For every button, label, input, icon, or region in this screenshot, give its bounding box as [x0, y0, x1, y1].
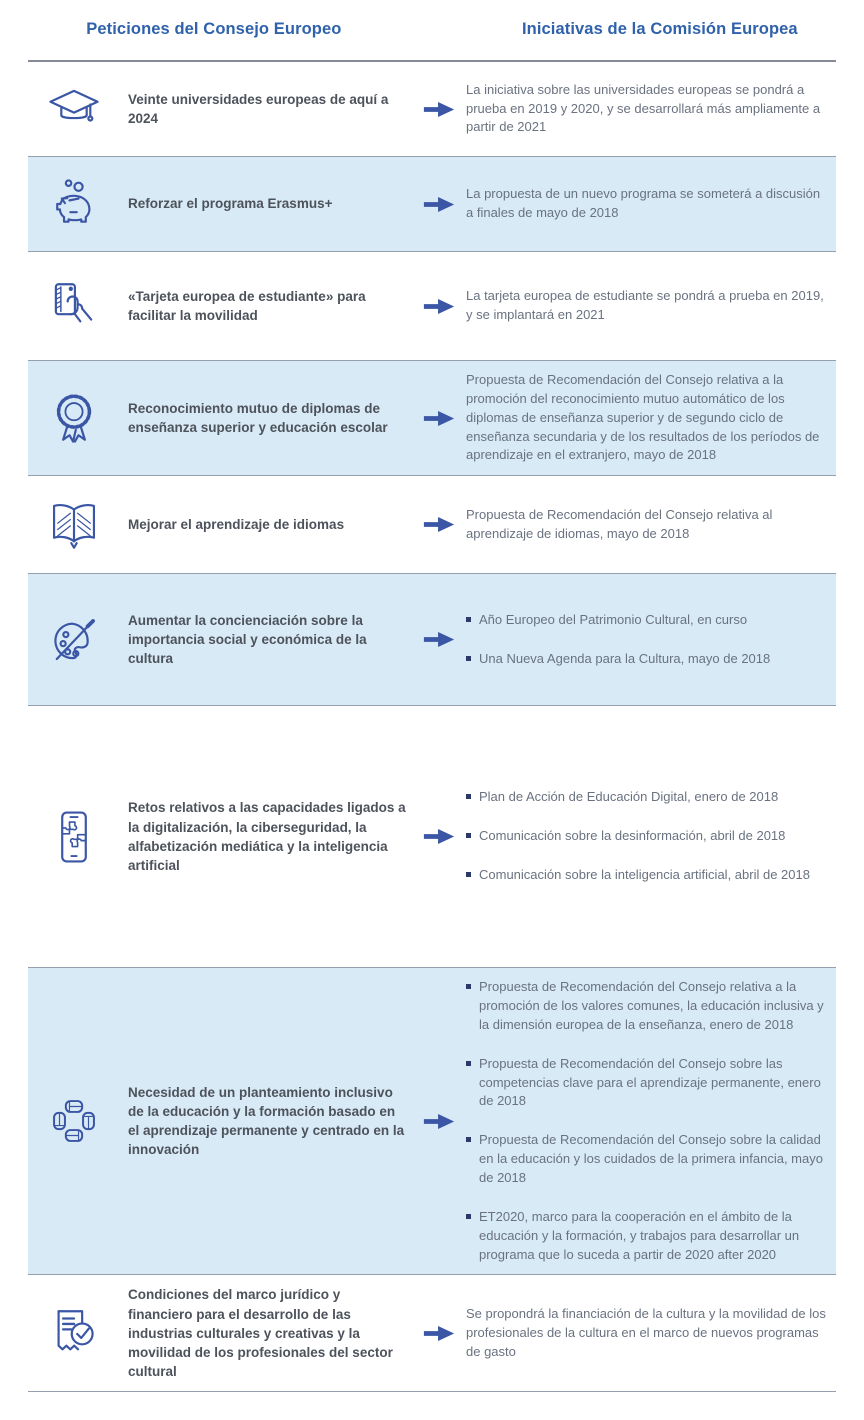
table-row [28, 252, 836, 361]
initiatives-cell [466, 978, 830, 1264]
initiative-text: La propuesta de un nuevo programa se someterá a discusión a finales de mayo de 2018 [466, 186, 821, 220]
arrow-icon [412, 1322, 466, 1345]
petition-text: Veinte universidades europeas de aquí a 2024 [128, 91, 389, 126]
table-row [28, 361, 836, 476]
bullet-marker [466, 656, 471, 661]
petition-text: Reforzar el programa Erasmus+ [128, 196, 333, 212]
petition-text: Reconocimiento mutuo de diplomas de enseñanza superior y educación escolar [128, 400, 388, 436]
initiative-text: La tarjeta europea de estudiante se pondrá a prueba en 2019, y se implantará en 2021 [466, 288, 824, 322]
initiative-item [466, 978, 826, 1035]
initiative-text: Comunicación sobre la desinformación, abril de 2018 [479, 828, 786, 844]
table-row [28, 476, 836, 574]
arrow-icon [412, 513, 466, 536]
initiative-text: Propuesta de Recomendación del Consejo relativa a la promoción del reconocimiento mutuo automático de los diplomas de enseñanza superior y de segundo ciclo de enseñanza secundaria y de los resultados de los períodos de aprendizaje en el extranjero, mayo de 2018 [466, 372, 820, 463]
initiative-item [466, 611, 826, 630]
joined-hands-icon [28, 1092, 120, 1150]
table-row [28, 968, 836, 1275]
bullet-marker [466, 984, 471, 989]
initiatives-cell [466, 788, 830, 885]
arrow-icon [412, 407, 466, 430]
initiative-text: ET2020, marco para la cooperación en el ámbito de la educación y la formación, y trabajos para desarrollar un programa que lo suceda a partir de 2020 after 2020 [479, 1208, 800, 1262]
petition-text: Mejorar el aprendizaje de idiomas [128, 517, 345, 533]
petition-text: Condiciones del marco jurídico y financiero para el desarrollo de las industrias culturales y creativas y la movilidad de los profesionales del sector cultural [128, 1287, 393, 1379]
bullet-marker [466, 617, 471, 622]
initiative-item [466, 1055, 826, 1112]
initiative-text: Año Europeo del Patrimonio Cultural, en curso [479, 611, 748, 627]
bottom-margin [28, 1392, 836, 1420]
initiative-item [466, 287, 826, 325]
initiative-text: Comunicación sobre la inteligencia artificial, abril de 2018 [479, 867, 810, 883]
initiatives-cell [466, 611, 830, 669]
initiatives-cell [466, 1305, 830, 1362]
petition-text: Aumentar la concienciación sobre la importancia social y económica de la cultura [128, 612, 367, 667]
arrow-icon [412, 98, 466, 121]
petition-text: «Tarjeta europea de estudiante» para facilitar la movilidad [128, 288, 366, 323]
initiative-text: Propuesta de Recomendación del Consejo relativa al aprendizaje de idiomas, mayo de 2018 [466, 506, 773, 541]
initiative-item [466, 81, 826, 138]
initiatives-column-header: Iniciativas de la Comisión Europea [521, 20, 798, 38]
initiative-item [466, 1305, 826, 1362]
initiatives-cell [466, 185, 830, 223]
initiatives-cell [466, 287, 830, 325]
column-headers [28, 0, 836, 62]
initiatives-cell [466, 81, 830, 138]
petition-text: Retos relativos a las capacidades ligados a la digitalización, la ciberseguridad, la alfabetización mediática y la inteligencia artificial [128, 800, 406, 873]
initiative-item [466, 185, 826, 223]
arrow-icon [412, 295, 466, 318]
initiative-item [466, 506, 826, 544]
medal-icon [28, 389, 120, 447]
table-row [28, 706, 836, 968]
initiative-text: Plan de Acción de Educación Digital, enero de 2018 [479, 789, 779, 805]
table-row [28, 574, 836, 706]
petitions-column-header: Peticiones del Consejo Europeo [86, 20, 342, 38]
initiative-item [466, 650, 826, 669]
bullet-marker [466, 833, 471, 838]
initiative-item [466, 1208, 826, 1265]
arrow-icon [412, 628, 466, 651]
petition-text: Necesidad de un planteamiento inclusivo de la educación y la formación basado en el aprendizaje permanente y centrado en la innovación [128, 1084, 405, 1158]
table-row [28, 1275, 836, 1392]
initiative-item [466, 371, 826, 465]
initiative-item [466, 1131, 826, 1188]
initiative-text: Propuesta de Recomendación del Consejo sobre la calidad en la educación y los cuidados de la primera infancia, mayo de 2018 [479, 1132, 823, 1185]
arrow-icon [412, 193, 466, 216]
arrow-icon [412, 1110, 466, 1133]
initiative-text: Propuesta de Recomendación del Consejo relativa a la promoción de los valores comunes, la educación inclusiva y la dimensión europea de la enseñanza, enero de 2018 [479, 979, 824, 1032]
arrow-icon [412, 825, 466, 848]
initiative-item [466, 866, 826, 885]
initiative-text: Se propondrá la financiación de la cultura y la movilidad de los profesionales de la cultura en el marco de nuevos programas de gasto [466, 1305, 826, 1359]
document-check-icon [28, 1304, 120, 1362]
bullet-marker [466, 872, 471, 877]
piggy-bank-icon [28, 175, 120, 233]
initiative-text: Propuesta de Recomendación del Consejo sobre las competencias clave para el aprendizaje permanente, enero de 2018 [479, 1055, 821, 1109]
bullet-marker [466, 1137, 471, 1142]
bullet-marker [466, 1061, 471, 1066]
bullet-marker [466, 1214, 471, 1219]
initiative-item [466, 788, 826, 807]
smartphone-icon [28, 808, 120, 866]
initiative-text: Una Nueva Agenda para la Cultura, mayo de 2018 [479, 650, 771, 666]
table-row [28, 62, 836, 157]
initiatives-cell [466, 506, 830, 544]
graduation-cap-icon [28, 80, 120, 138]
open-book-icon [28, 496, 120, 554]
student-card-icon [28, 277, 120, 335]
initiatives-cell [466, 371, 830, 465]
comparison-table [28, 0, 836, 1420]
table-row [28, 157, 836, 252]
palette-icon [28, 611, 120, 669]
initiative-text: La iniciativa sobre las universidades europeas se pondrá a prueba en 2019 y 2020, y se desarrollará más ampliamente a partir de 2021 [466, 81, 821, 135]
bullet-marker [466, 794, 471, 799]
initiative-item [466, 827, 826, 846]
